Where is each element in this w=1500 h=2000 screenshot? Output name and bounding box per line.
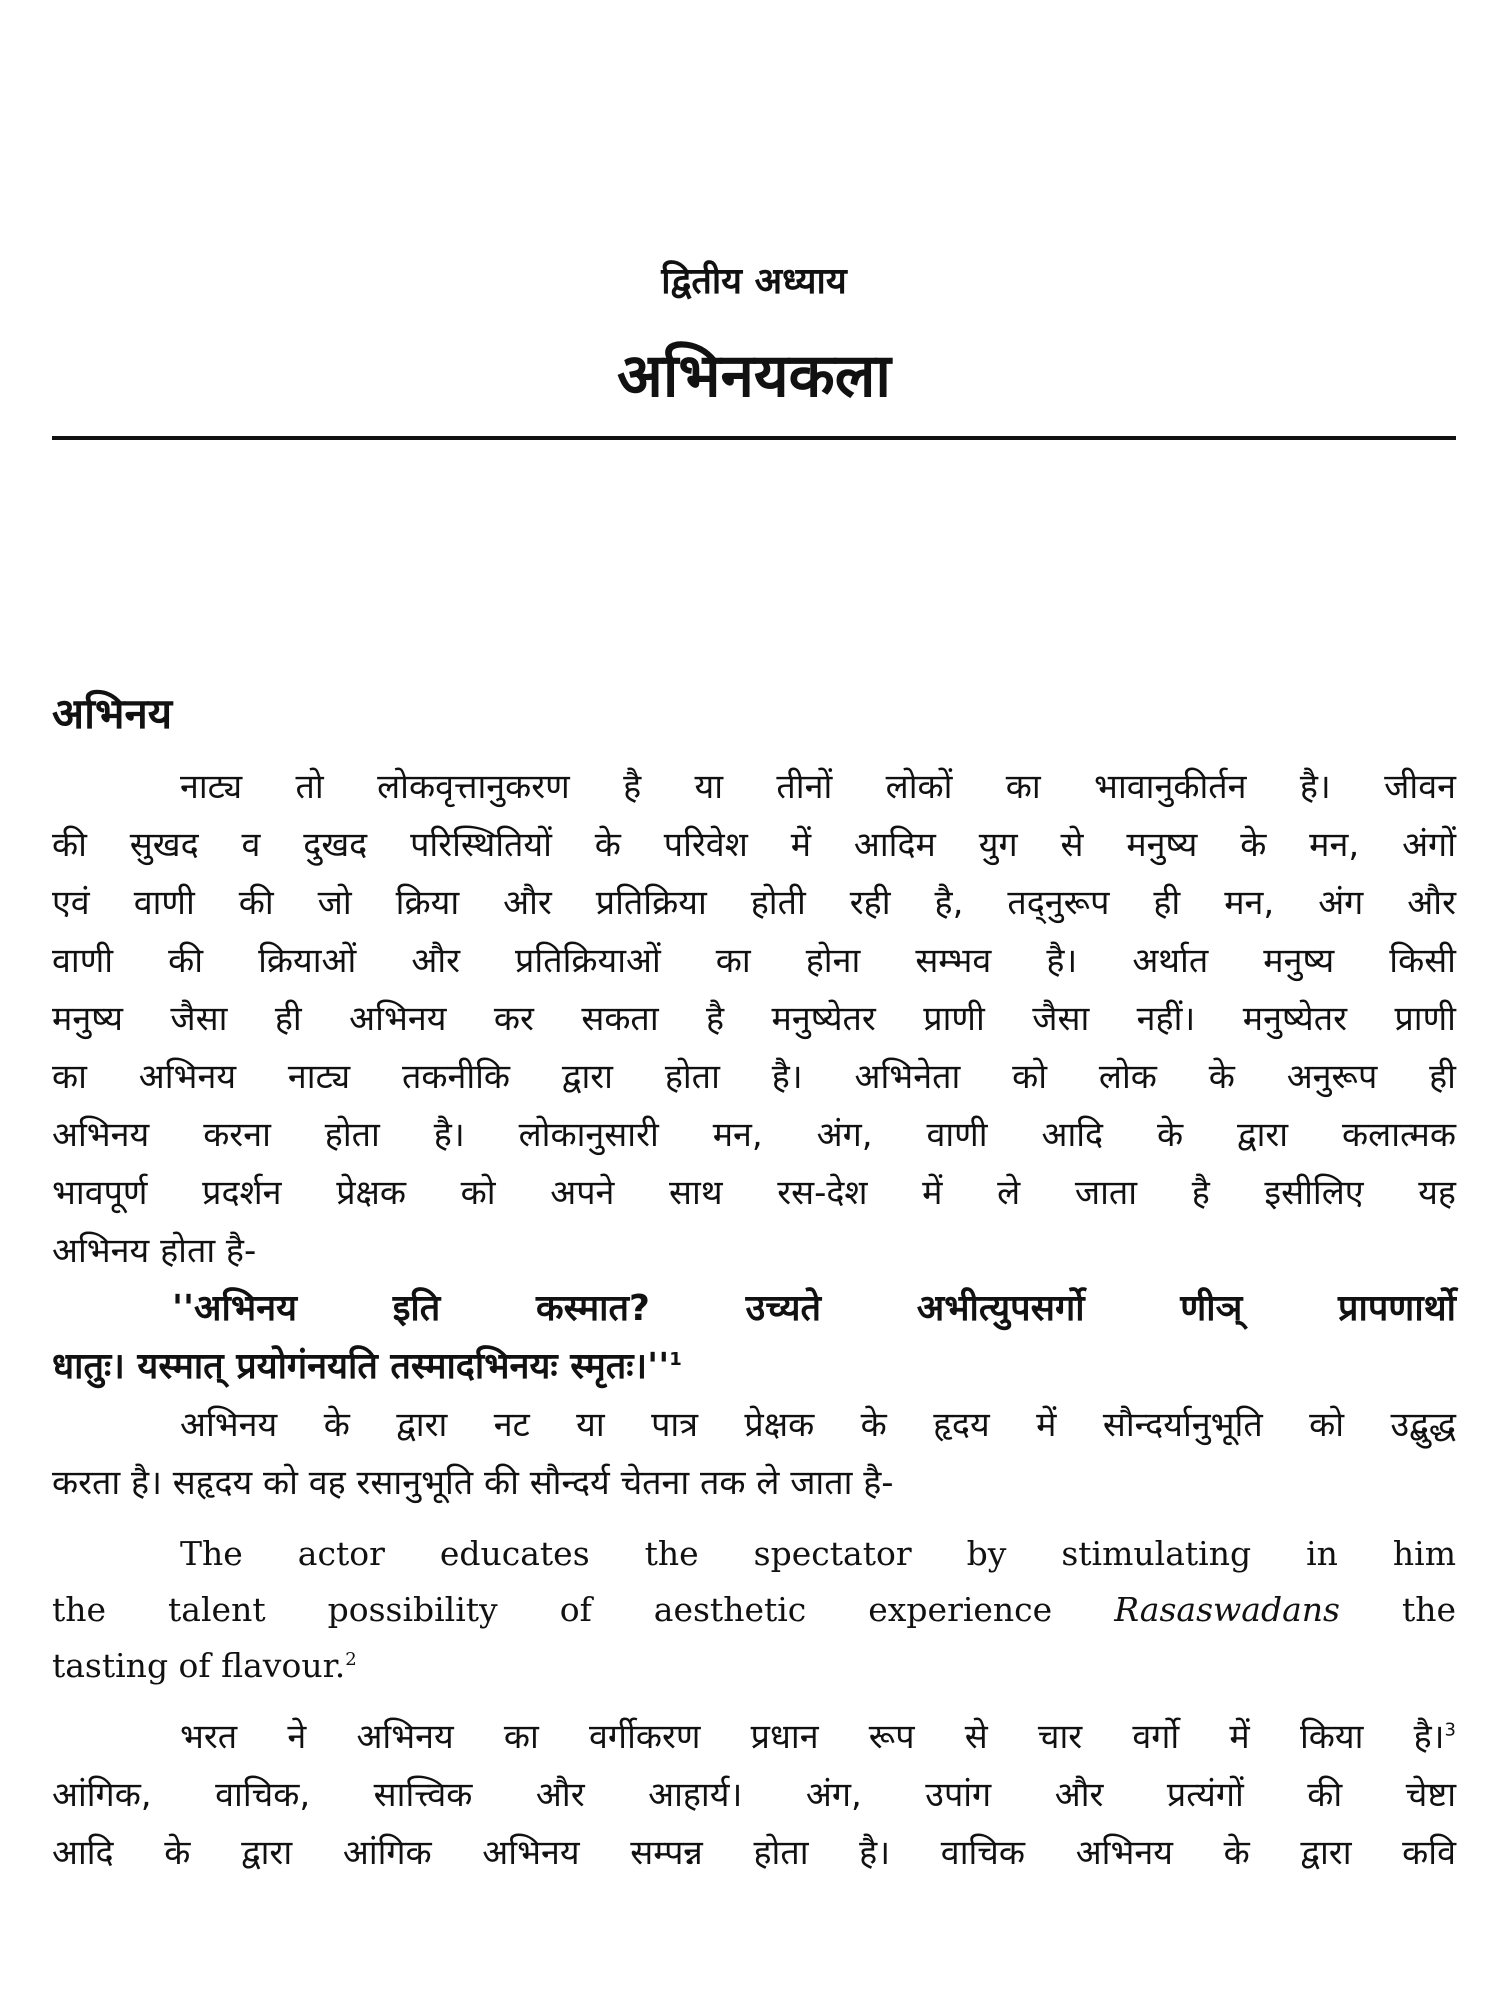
quote-line <box>52 1338 1456 1396</box>
paragraph-line: वाणी की क्रियाओं और प्रतिक्रियाओं का होना सम्भव है। अर्थात मनुष्य किसी <box>52 941 1456 981</box>
quote-line: ''अभिनय इति कस्मात? उच्यते अभीत्युपसर्गो णीञ् प्रापणार्थो <box>172 1288 1456 1329</box>
sanskrit-quote <box>52 1280 1456 1396</box>
footnote-ref-2: 2 <box>345 1649 357 1670</box>
paragraph-line: एवं वाणी की जो क्रिया और प्रतिक्रिया होती रही है, तद्नुरूप ही मन, अंग और <box>52 883 1456 923</box>
paragraph-line: आदि के द्वारा आंगिक अभिनय सम्पन्न होता है। वाचिक अभिनय के द्वारा कवि <box>52 1833 1456 1873</box>
english-italic-term: Rasaswadans <box>1114 1590 1340 1629</box>
paragraph-line: मनुष्य जैसा ही अभिनय कर सकता है मनुष्येतर प्राणी जैसा नहीं। मनुष्येतर प्राणी <box>52 999 1456 1039</box>
title-rule <box>52 436 1456 440</box>
chapter-title: अभिनयकला <box>617 341 891 411</box>
paragraph-line: अभिनय करना होता है। लोकानुसारी मन, अंग, वाणी आदि के द्वारा कलात्मक <box>52 1115 1456 1155</box>
english-text: the <box>1339 1590 1456 1629</box>
paragraph-line: अभिनय होता है- <box>52 1231 257 1271</box>
spacer <box>52 1694 1456 1708</box>
english-line <box>52 1582 1456 1638</box>
section-heading: अभिनय <box>52 689 173 738</box>
paragraph-line: आंगिक, वाचिक, सात्त्विक और आहार्य। अंग, उपांग और प्रत्यंगों की चेष्टा <box>52 1775 1456 1815</box>
paragraph-line: नाट्य तो लोकवृत्तानुकरण है या तीनों लोकों का भावानुकीर्तन है। जीवन <box>180 767 1456 807</box>
english-line <box>52 1638 1456 1694</box>
english-text: the talent possibility of aesthetic experience <box>52 1590 1115 1629</box>
spacer <box>52 1512 1456 1526</box>
paragraph-line: भावपूर्ण प्रदर्शन प्रेक्षक को अपने साथ रस-देश में ले जाता है इसीलिए यह <box>52 1173 1456 1213</box>
quote-text: धातुः। यस्मात् प्रयोगंनयति तस्मादभिनयः स्मृतः।'' <box>52 1346 670 1387</box>
chapter-label: द्वितीय अध्याय <box>661 261 847 302</box>
paragraph-2 <box>52 1396 1456 1512</box>
body-text <box>52 758 1456 1882</box>
paragraph-3 <box>52 1708 1456 1882</box>
footnote-ref-3: 3 <box>1444 1719 1456 1741</box>
paragraph-line: अभिनय के द्वारा नट या पात्र प्रेक्षक के हृदय में सौन्दर्यानुभूति को उद्बुद्ध <box>180 1405 1456 1445</box>
footnote-ref-1: 1 <box>669 1349 682 1370</box>
paragraph-line: का अभिनय नाट्य तकनीकि द्वारा होता है। अभिनेता को लोक के अनुरूप ही <box>52 1057 1456 1097</box>
paragraph-line: करता है। सहृदय को वह रसानुभूति की सौन्दर्य चेतना तक ले जाता है- <box>52 1463 894 1503</box>
paragraph-line <box>52 1708 1456 1766</box>
paragraph-text: भरत ने अभिनय का वर्गीकरण प्रधान रूप से चार वर्गो में किया है। <box>180 1717 1445 1757</box>
book-page <box>52 0 1456 2000</box>
paragraph-line: की सुखद व दुखद परिस्थितियों के परिवेश में आदिम युग से मनुष्य के मन, अंगों <box>52 825 1456 865</box>
english-quote <box>52 1526 1456 1694</box>
paragraph-1 <box>52 758 1456 1280</box>
english-line: The actor educates the spectator by stimulating in him <box>180 1534 1456 1573</box>
english-text: tasting of flavour. <box>52 1646 346 1685</box>
